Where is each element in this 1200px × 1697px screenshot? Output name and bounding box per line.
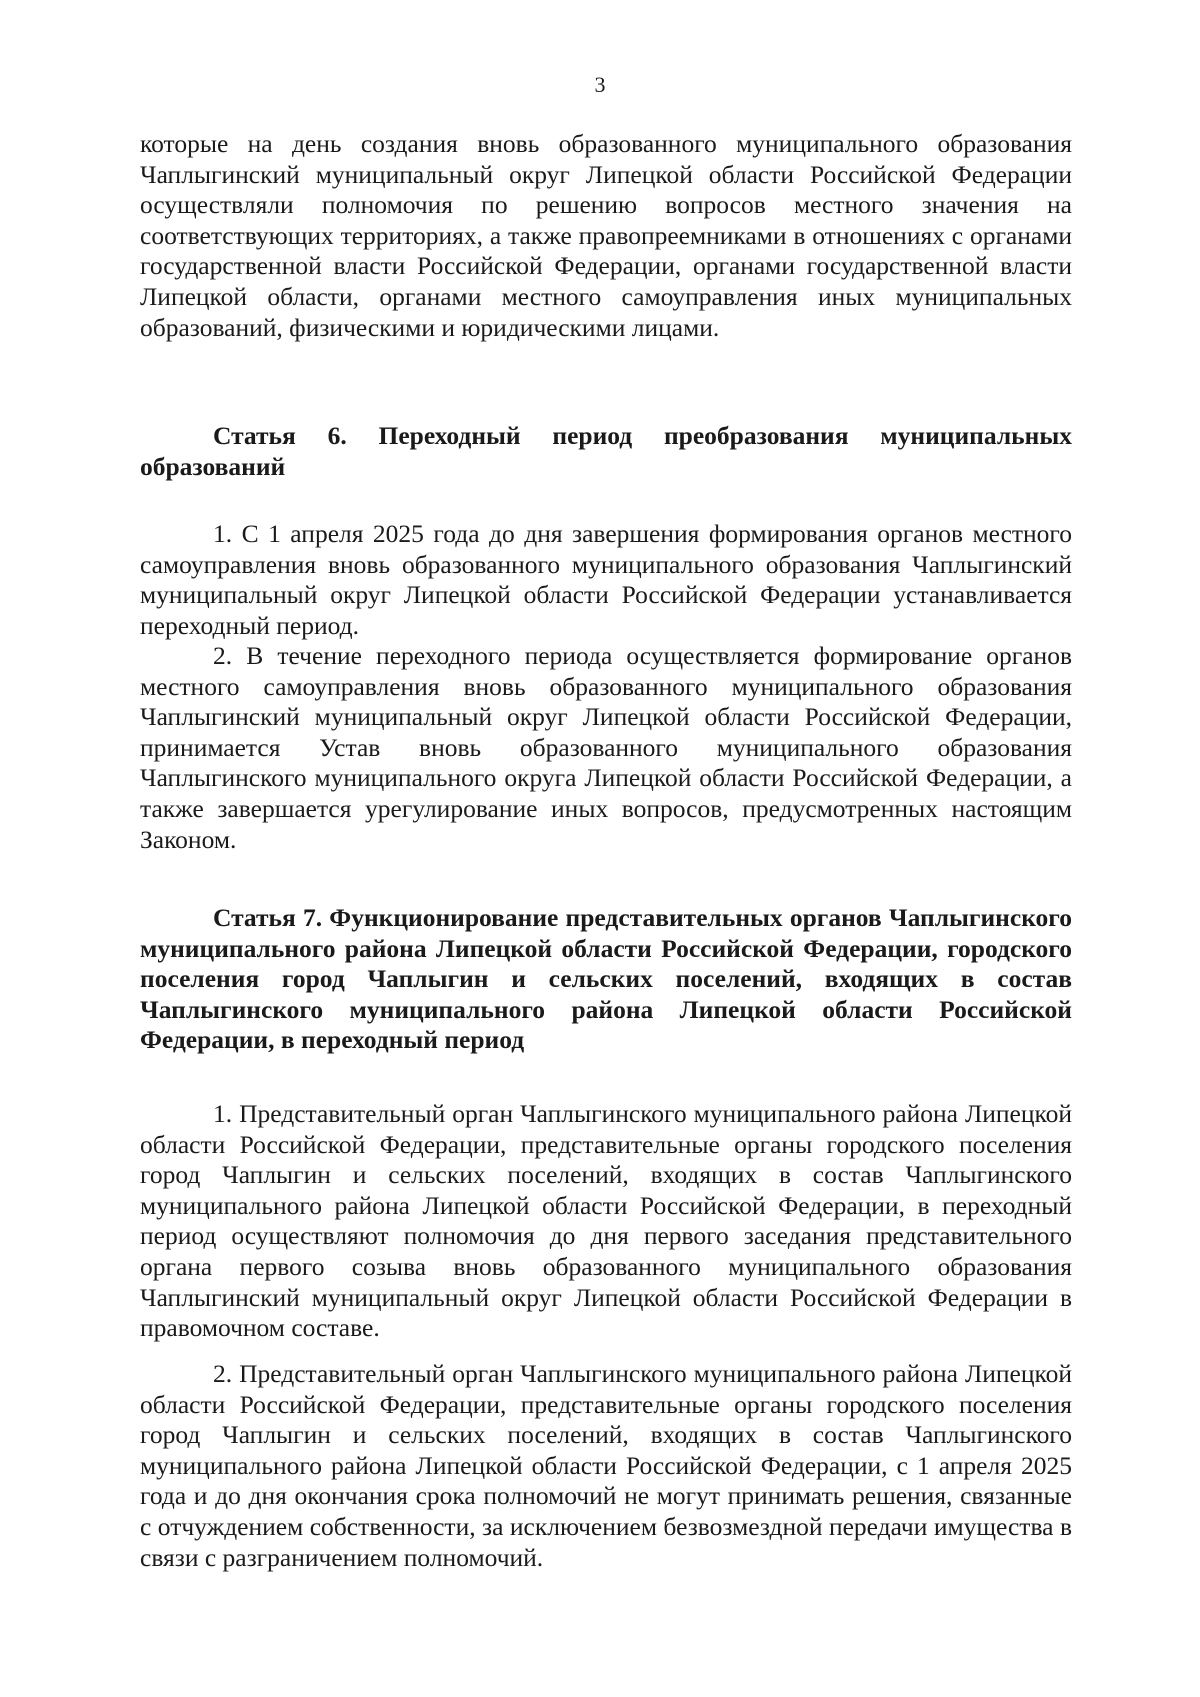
article-6-heading: Статья 6. Переходный период преобразования муниципальных образований <box>140 421 1072 481</box>
intro-paragraph: которые на день создания вновь образованного муниципального образования Чаплыгинский муниципальный округ Липецкой области Российской Федерации осуществляли полномочия по решению вопросов местного значения на соответствующих территориях, а также правопреемниками в отношениях с органами государственной власти Российской Федерации, органами государственной власти Липецкой области, органами местного самоуправления иных муниципальных образований, физическими и юридическими лицами. <box>140 129 1072 342</box>
article-6-paragraph-2: 2. В течение переходного периода осуществляется формирование органов местного самоуправления вновь образованного муниципального образования Чаплыгинский муниципальный округ Липецкой области Российской Федерации, принимается Устав вновь образованного муниципального образования Чаплыгинского муниципального округа Липецкой области Российской Федерации, а также завершается урегулирование иных вопросов, предусмотренных настоящим Законом. <box>140 641 1072 854</box>
article-6-paragraph-1: 1. С 1 апреля 2025 года до дня завершения формирования органов местного самоуправления вновь образованного муниципального образования Чаплыгинский муниципальный округ Липецкой области Российской Федерации устанавливается переходный период. <box>140 519 1072 640</box>
article-7-paragraph-1: 1. Представительный орган Чаплыгинского муниципального района Липецкой области Российской Федерации, представительные органы городского поселения город Чаплыгин и сельских поселений, входящих в состав Чаплыгинского муниципального района Липецкой области Российской Федерации, в переходный период осуществляют полномочия до дня первого заседания представительного органа первого созыва вновь образованного муниципального образования Чаплыгинский муниципальный округ Липецкой области Российской Федерации в правомочном составе. <box>140 1099 1072 1343</box>
article-7-heading: Статья 7. Функционирование представительных органов Чаплыгинского муниципального района Липецкой области Российской Федерации, городского поселения город Чаплыгин и сельских поселений, входящих в состав Чаплыгинского муниципального района Липецкой области Российской Федерации, в переходный период <box>140 903 1072 1055</box>
article-7-paragraph-2: 2. Представительный орган Чаплыгинского муниципального района Липецкой области Российской Федерации, представительные органы городского поселения город Чаплыгин и сельских поселений, входящих в состав Чаплыгинского муниципального района Липецкой области Российской Федерации, с 1 апреля 2025 года и до дня окончания срока полномочий не могут принимать решения, связанные с отчуждением собственности, за исключением безвозмездной передачи имущества в связи с разграничением полномочий. <box>140 1359 1072 1572</box>
page-number: 3 <box>594 72 606 97</box>
